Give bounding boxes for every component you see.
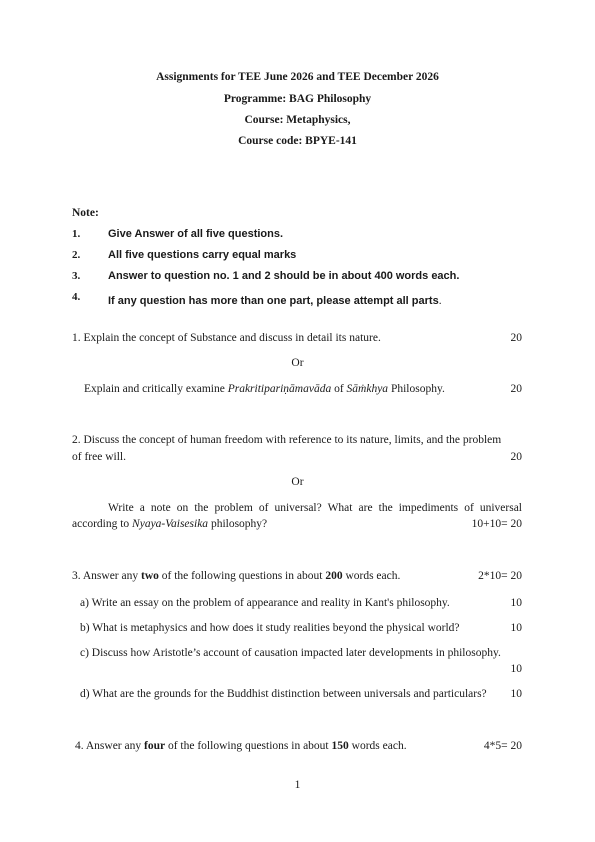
question-1-text: 1. Explain the concept of Substance and discuss in detail its nature. [72,332,381,344]
q4-text: 4. Answer any [75,740,144,752]
alt-text: according to [72,518,133,530]
note-item-text: All five questions carry equal marks [108,249,297,261]
question-1-alt-marks: 20 [510,383,522,395]
question-1-marks: 20 [510,332,522,344]
question-2-marks: 20 [510,451,522,463]
question-3-part-d: d) What are the grounds for the Buddhist distinction between universals and particulars? [80,688,487,700]
page-number: 1 [294,779,301,791]
note-item-suffix: . [438,295,442,307]
question-1-or: Or [291,357,304,369]
note-item-number: 3. [72,270,81,282]
q4-text: of the following questions in about [165,740,332,752]
note-item-number: 1. [72,228,81,240]
note-item [108,291,442,309]
alt-term: Nyaya-Vaisesika [132,518,209,530]
alt-term: Prakritipariṇāmavāda [227,383,332,395]
header-line-1: Assignments for TEE June 2026 and TEE December 2026 [156,71,439,83]
q3-text: 3. Answer any [72,570,141,582]
question-3-part-a: a) Write an essay on the problem of appearance and reality in Kant's philosophy. [80,597,450,609]
question-3-part-a-marks: 10 [510,597,522,609]
alt-text: of [331,383,347,395]
q3-count: two [141,570,159,582]
note-item-text: Answer to question no. 1 and 2 should be in about 400 words each. [108,270,460,282]
question-2-or: Or [291,476,304,488]
alt-term: Sāṁkhya [346,383,389,395]
question-4-text [75,740,407,752]
note-item-text: If any question has more than one part, please attempt all parts [108,295,439,307]
alt-text: Philosophy. [388,383,445,395]
question-3-part-c-marks: 10 [510,663,522,675]
question-4-marks: 4*5= 20 [483,740,522,752]
q4-word-count: 150 [331,740,349,752]
note-title: Note: [72,207,99,219]
header-programme: Programme: BAG Philosophy [223,93,372,105]
q4-text: words each. [348,740,407,752]
question-2-alt-line-2 [72,518,267,530]
note-item-number: 4. [72,291,81,303]
question-2-line-1: 2. Discuss the concept of human freedom with reference to its nature, limits, and the problem [72,434,502,446]
question-3-part-d-marks: 10 [510,688,522,700]
header-course: Course: Metaphysics, [244,114,351,126]
q3-text: of the following questions in about [158,570,326,582]
note-item-text: Give Answer of all five questions. [108,228,284,240]
question-3-text [72,570,400,582]
alt-text: philosophy? [208,518,268,530]
q3-word-count: 200 [325,570,343,582]
q3-text: words each. [342,570,401,582]
question-3-part-b-marks: 10 [510,622,522,634]
alt-text: Explain and critically examine [84,383,228,395]
question-2-line-2: of free will. [72,451,126,463]
question-3-marks: 2*10= 20 [478,570,522,582]
question-2-alt-marks: 10+10= 20 [471,518,522,530]
header-course-code: Course code: BPYE-141 [238,135,357,147]
question-3-part-c: c) Discuss how Aristotle’s account of causation impacted later developments in philosophy. [80,647,501,659]
note-item-number: 2. [72,249,81,261]
q4-count: four [144,740,166,752]
question-3-part-b: b) What is metaphysics and how does it study realities beyond the physical world? [80,622,460,634]
question-1-alternative [84,383,445,395]
question-2-alt-line-1: Write a note on the problem of universal? What are the impediments of universal [108,502,522,514]
